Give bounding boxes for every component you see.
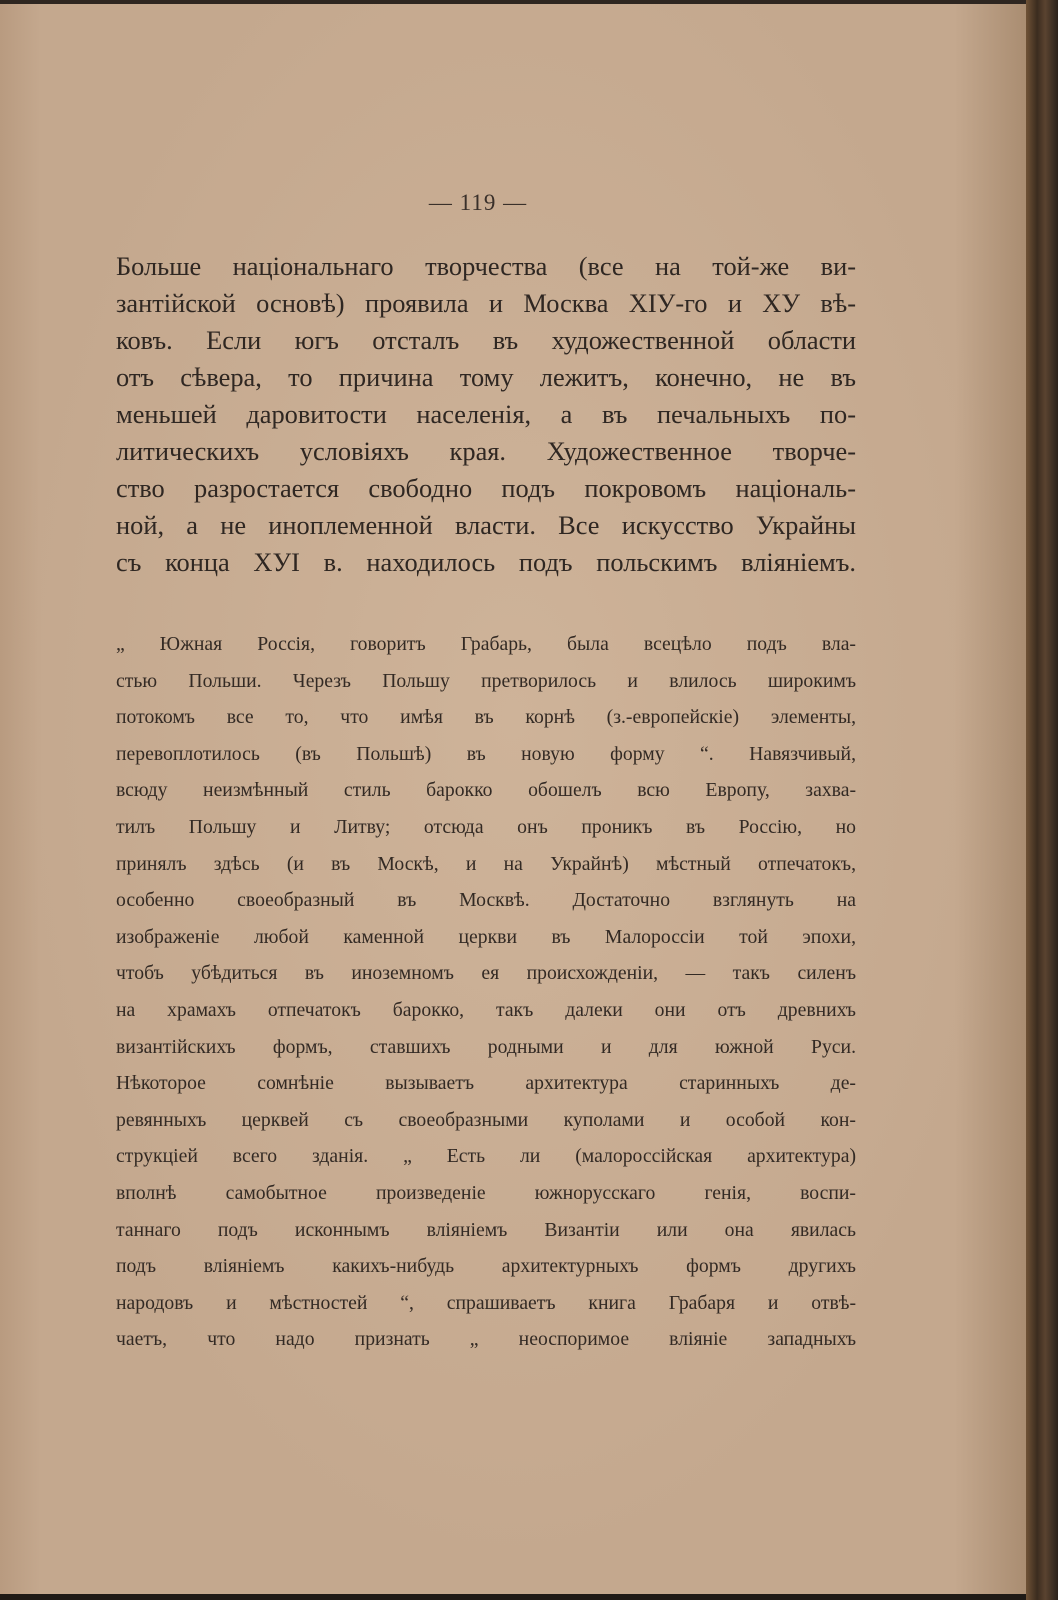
- quote-line: народовъ и мѣстностей “, спрашиваетъ книга Грабаря и отвѣ-: [116, 1291, 856, 1314]
- quote-line: перевоплотилось (въ Польшѣ) въ новую форму “. Навязчивый,: [116, 742, 856, 765]
- quote-line: вполнѣ самобытное произведеніе южнорусскаго генія, воспи-: [116, 1181, 856, 1204]
- quote-line: чтобъ убѣдиться въ иноземномъ ея происхожденіи, — такъ силенъ: [116, 962, 856, 985]
- quote-line: Нѣкоторое сомнѣніе вызываетъ архитектура старинныхъ де-: [116, 1072, 856, 1095]
- text-line: ковъ. Если югъ отсталъ въ художественной области: [116, 325, 856, 355]
- text-line: съ конца XУI в. находилось подъ польскимъ вліяніемъ.: [116, 547, 856, 577]
- text-line: зантійской основѣ) проявила и Москва XIУ-го и XУ вѣ-: [116, 288, 856, 318]
- book-page: [0, 4, 1029, 1594]
- text-line: ной, а не иноплеменной власти. Все искусство Украйны: [116, 510, 856, 540]
- quote-line: особенно своеобразный въ Москвѣ. Достаточно взглянуть на: [116, 889, 856, 912]
- quote-line: тилъ Польшу и Литву; отсюда онъ проникъ въ Россію, но: [116, 815, 856, 838]
- quote-line: потокомъ все то, что имѣя въ корнѣ (з.-европейскіе) элементы,: [116, 706, 856, 729]
- text-line: меньшей даровитости населенія, а въ печальныхъ по-: [116, 399, 856, 429]
- text-line: Больше національнаго творчества (все на той-же ви-: [116, 251, 856, 281]
- quote-line: „ Южная Россія, говоритъ Грабарь, была всецѣло подъ вла-: [116, 633, 856, 655]
- page-number: — 119 —: [428, 190, 528, 215]
- quote-line: изображеніе любой каменной церкви въ Малороссіи той эпохи,: [116, 925, 856, 948]
- quote-line: на храмахъ отпечатокъ барокко, такъ далеки они отъ древнихъ: [116, 998, 856, 1021]
- main-paragraph: [116, 248, 856, 581]
- text-line: отъ сѣвера, то причина тому лежитъ, конечно, не въ: [116, 362, 856, 392]
- quote-line: таннаго подъ исконнымъ вліяніемъ Византіи или она явилась: [116, 1218, 856, 1241]
- text-line: ство разростается свободно подъ покровомъ національ-: [116, 473, 856, 503]
- quote-line: всюду неизмѣнный стиль барокко обошелъ всю Европу, захва-: [116, 779, 856, 802]
- quote-line: стью Польши. Черезъ Польшу претворилось и влилось широкимъ: [116, 669, 856, 692]
- quote-line: подъ вліяніемъ какихъ-нибудь архитектурныхъ формъ другихъ: [116, 1255, 856, 1278]
- quote-line: струкціей всего зданія. „ Есть ли (малороссійская архитектура): [116, 1145, 856, 1168]
- quote-paragraph: [116, 626, 856, 1358]
- book-binding-edge: [1026, 0, 1058, 1600]
- quote-line: чаетъ, что надо признать „ неоспоримое вліяніе западныхъ: [116, 1328, 856, 1351]
- quote-line: принялъ здѣсь (и въ Москѣ, и на Украйнѣ) мѣстный отпечатокъ,: [116, 852, 856, 875]
- quote-line: византійскихъ формъ, ставшихъ родными и для южной Руси.: [116, 1035, 856, 1058]
- quote-line: ревянныхъ церквей съ своеобразными куполами и особой кон-: [116, 1108, 856, 1131]
- text-line: литическихъ условіяхъ края. Художественное творче-: [116, 436, 856, 466]
